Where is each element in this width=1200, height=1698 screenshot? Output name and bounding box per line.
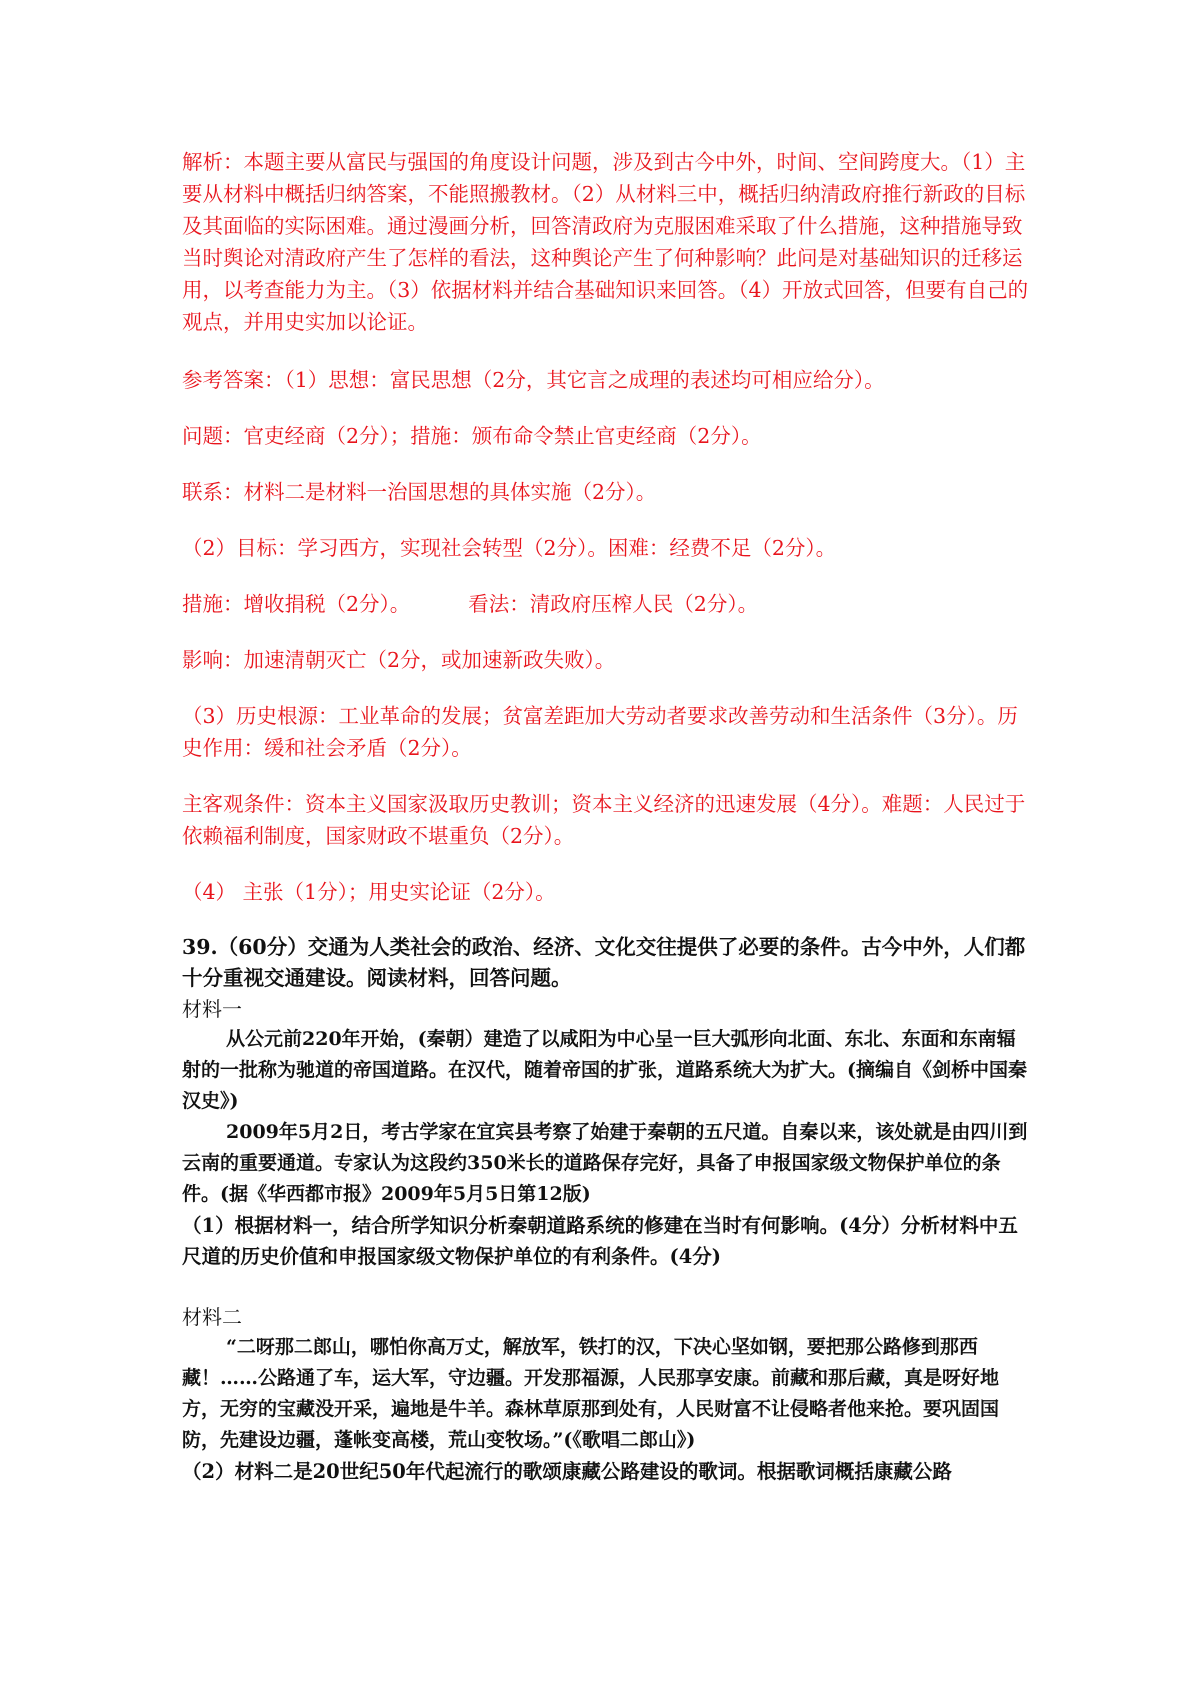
analysis-paragraph: 解析：本题主要从富民与强国的角度设计问题，涉及到古今中外，时间、空间跨度大。（1）主要从材料中概括归纳答案，不能照搬教材。（2）从材料三中，概括归纳清政府推行新政的目标及其面临的实际困难。通过漫画分析，回答清政府为克服困难采取了什么措施，这种措施导致当时舆论对清政府产生了怎样的看法，这种舆论产生了何种影响？此问是对基础知识的迁移运用，以考查能力为主。（3）依据材料并结合基础知识来回答。（4）开放式回答，但要有自己的观点，并用史实加以论证。 — [182, 150, 1029, 334]
answer-line-9: （4） 主张（1分）；用史实论证（2分）。 — [182, 880, 556, 904]
answer-line-1: 参考答案：（1）思想：富民思想（2分，其它言之成理的表述均可相应给分）。 — [182, 368, 885, 392]
material-1-paragraph-2: 2009年5月2日，考古学家在宜宾县考察了始建于秦朝的五尺道。自秦以来，该处就是由四川到云南的重要通道。专家认为这段约350米长的道路保存完好，具备了申报国家级文物保护单位的条件。(据《华西都市报》2009年5月5日第12版) — [182, 1121, 1028, 1205]
material-2-label: 材料二 — [182, 1305, 242, 1329]
sub-question-1: （1）根据材料一，结合所学知识分析秦朝道路系统的修建在当时有何影响。(4分）分析材料中五尺道的历史价值和申报国家级文物保护单位的有利条件。(4分) — [182, 1214, 1018, 1268]
answer-line-5-views: 看法：清政府压榨人民（2分）。 — [468, 592, 759, 616]
answer-line-3: 联系：材料二是材料一治国思想的具体实施（2分）。 — [182, 480, 657, 504]
material-1-paragraph-1: 从公元前220年开始，(秦朝）建造了以咸阳为中心呈一巨大弧形向北面、东北、东面和东南辐射的一批称为驰道的帝国道路。在汉代，随着帝国的扩张，道路系统大为扩大。(摘编自《剑桥中国秦汉史》) — [182, 1028, 1027, 1112]
document-page — [182, 146, 1032, 1487]
blank-spacer — [182, 1272, 1032, 1302]
sub-question-2: （2）材料二是20世纪50年代起流行的歌颂康藏公路建设的歌词。根据歌词概括康藏公路 — [182, 1460, 952, 1483]
answer-line-5-measures: 措施：增收捐税（2分）。 — [182, 592, 411, 616]
answer-line-5 — [182, 588, 1032, 620]
answer-line-6: 影响：加速清朝灭亡（2分，或加速新政失败）。 — [182, 648, 616, 672]
answer-line-2: 问题：官吏经商（2分）；措施：颁布命令禁止官吏经商（2分）。 — [182, 424, 762, 448]
answer-line-8: 主客观条件：资本主义国家汲取历史教训；资本主义经济的迅速发展（4分）。难题：人民过于依赖福利制度，国家财政不堪重负（2分）。 — [182, 792, 1026, 848]
question-39-stem: 39.（60分）交通为人类社会的政治、经济、文化交往提供了必要的条件。古今中外，人们都十分重视交通建设。阅读材料，回答问题。 — [182, 935, 1026, 990]
answer-line-7: （3）历史根源：工业革命的发展；贫富差距加大劳动者要求改善劳动和生活条件（3分）。历史作用：缓和社会矛盾（2分）。 — [182, 704, 1018, 760]
material-2-paragraph-1: “二呀那二郎山，哪怕你高万丈，解放军，铁打的汉，下决心坚如钢，要把那公路修到那西藏！……公路通了车，运大军，守边疆。开发那福源，人民那享安康。前藏和那后藏，真是呀好地方，无穷的宝藏没开采，遍地是牛羊。森林草原那到处有，人民财富不让侵略者他来抢。要巩固国防，先建设边疆，蓬帐变高楼，荒山变牧场。”(《歌唱二郎山》) — [182, 1336, 1000, 1451]
material-1-label: 材料一 — [182, 997, 242, 1021]
answer-line-4: （2）目标：学习西方，实现社会转型（2分）。困难：经费不足（2分）。 — [182, 536, 837, 560]
